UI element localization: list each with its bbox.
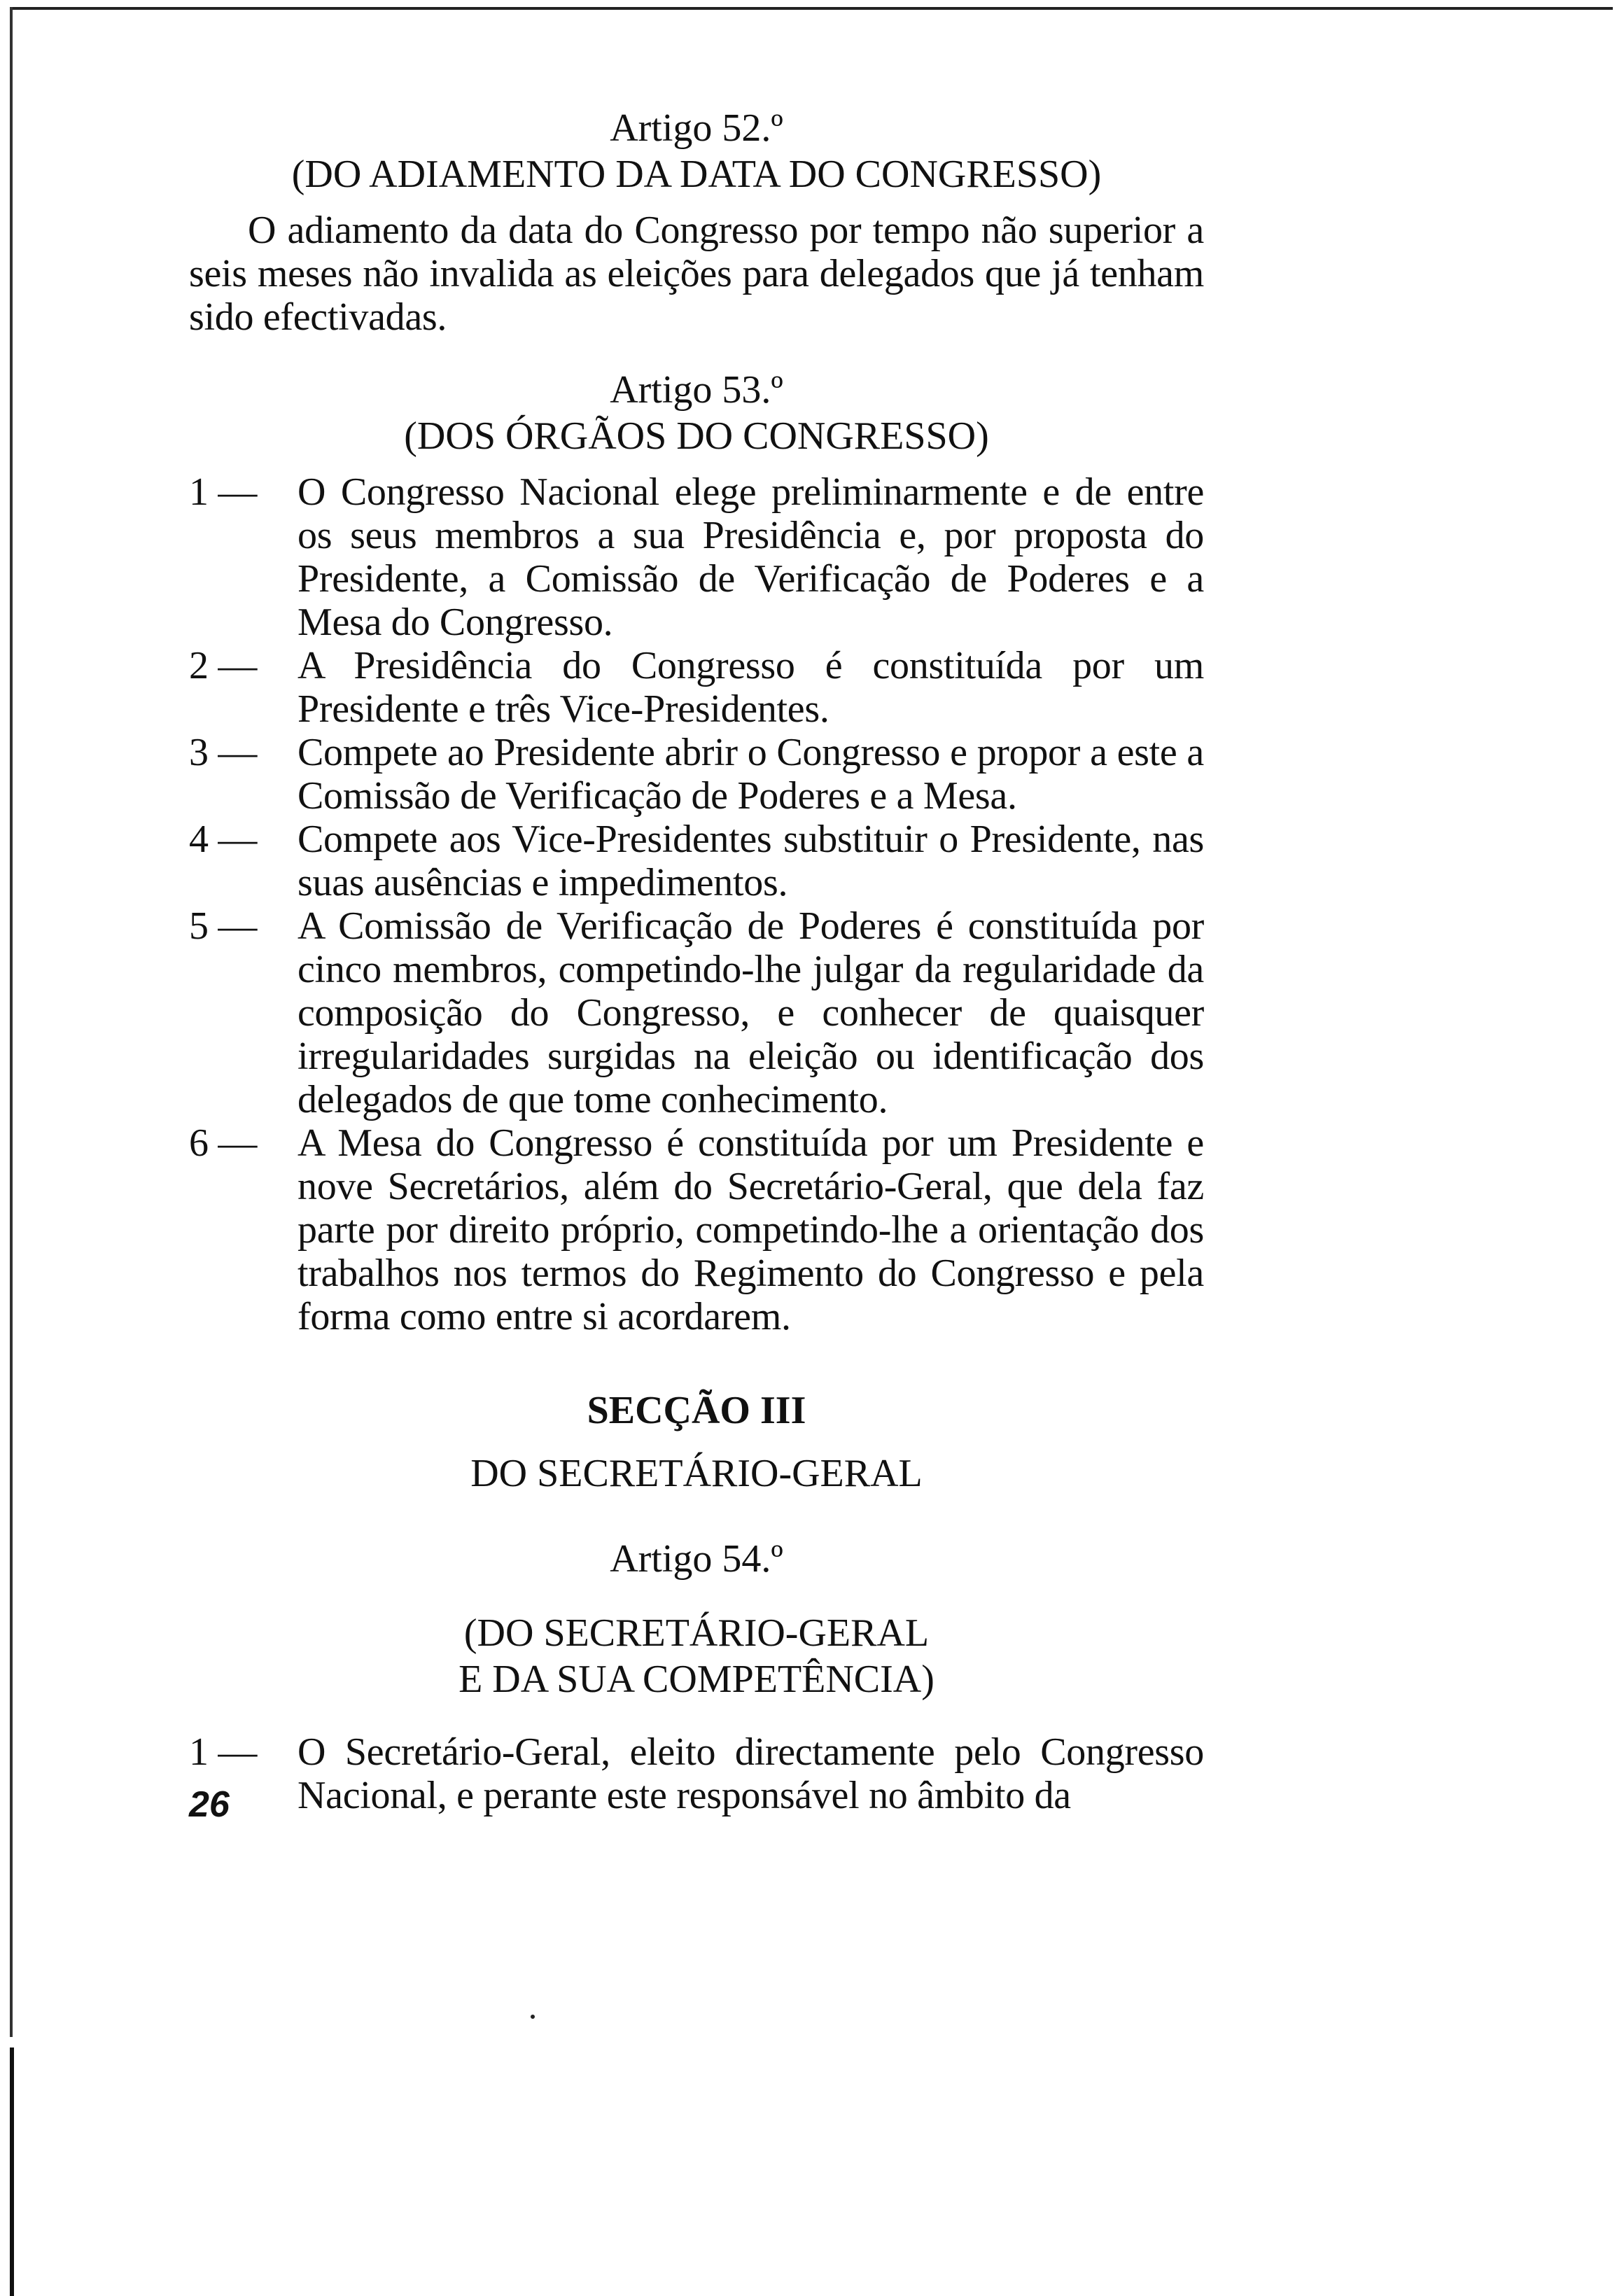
article-54-subtitle-line-2: E DA SUA COMPETÊNCIA): [458, 1658, 934, 1701]
article-54-title: Artigo 54.º: [610, 1537, 783, 1581]
document-page: [189, 105, 1204, 1817]
article-53-item-3: [189, 731, 1204, 818]
item-number: 4 —: [189, 818, 258, 861]
scan-border-top: [10, 7, 1613, 10]
item-number: 5 —: [189, 904, 258, 948]
section-3: [189, 1387, 1204, 1497]
item-text: O Congresso Nacional elege preliminarmente e de entre os seus membros a sua Presidência e, por proposta do Presidente, a Comissão de Verificação de Poderes e a Mesa do Congresso.: [298, 470, 1204, 644]
item-number: 1 —: [189, 470, 258, 514]
item-text: A Mesa do Congresso é constituída por um Presidente e nove Secretários, além do Secretário-Geral, que dela faz parte por direito próprio, competindo-lhe a orientação dos trabalhos nos termos do Regimento do Congresso e pela forma como entre si acordarem.: [298, 1121, 1204, 1338]
article-53-item-2: [189, 644, 1204, 731]
article-53-item-4: [189, 818, 1204, 904]
article-53-subtitle: (DOS ÓRGÃOS DO CONGRESSO): [404, 414, 989, 458]
item-text: O Secretário-Geral, eleito directamente pelo Congresso Nacional, e perante este responsável no âmbito da: [298, 1730, 1204, 1817]
article-53-item-5: [189, 904, 1204, 1121]
item-number: 3 —: [189, 731, 258, 774]
item-number: 1 —: [189, 1730, 258, 1774]
article-54-item-1: [189, 1730, 1204, 1817]
article-53-item-1: [189, 470, 1204, 644]
article-53: [189, 367, 1204, 1338]
article-53-items: [189, 470, 1204, 1338]
item-number: 6 —: [189, 1121, 258, 1165]
section-heading: SECÇÃO III: [587, 1389, 806, 1432]
item-number: 2 —: [189, 644, 258, 687]
article-53-title: Artigo 53.º: [610, 368, 783, 412]
scan-border-left-bottom: [10, 2047, 14, 2296]
article-52-subtitle: (DO ADIAMENTO DA DATA DO CONGRESSO): [291, 153, 1102, 196]
article-52-paragraph: O adiamento da data do Congresso por tempo não superior a seis meses não invalida as eleições para delegados que já tenham sido efectivadas.: [189, 209, 1204, 339]
item-text: A Comissão de Verificação de Poderes é constituída por cinco membros, competindo-lhe julgar da regularidade da composição do Congresso, e conhecer de quaisquer irregularidades surgidas na eleição ou identificação dos delegados de que tome conhecimento.: [298, 904, 1204, 1121]
article-53-item-6: [189, 1121, 1204, 1338]
article-54-subtitle-line-1: (DO SECRETÁRIO-GERAL: [463, 1611, 930, 1655]
article-54: [189, 1536, 1204, 1817]
page-number: 26: [189, 1784, 230, 1825]
section-subheading: DO SECRETÁRIO-GERAL: [470, 1452, 923, 1495]
item-text: Compete ao Presidente abrir o Congresso e propor a este a Comissão de Verificação de Poderes e a Mesa.: [298, 731, 1204, 818]
item-text: Compete aos Vice-Presidentes substituir o Presidente, nas suas ausências e impedimentos.: [298, 818, 1204, 904]
article-52-title: Artigo 52.º: [610, 106, 783, 150]
scan-border-left: [10, 7, 13, 2037]
article-52: [189, 105, 1204, 339]
item-text: A Presidência do Congresso é constituída por um Presidente e três Vice-Presidentes.: [298, 644, 1204, 731]
scan-speck: [531, 2015, 535, 2019]
